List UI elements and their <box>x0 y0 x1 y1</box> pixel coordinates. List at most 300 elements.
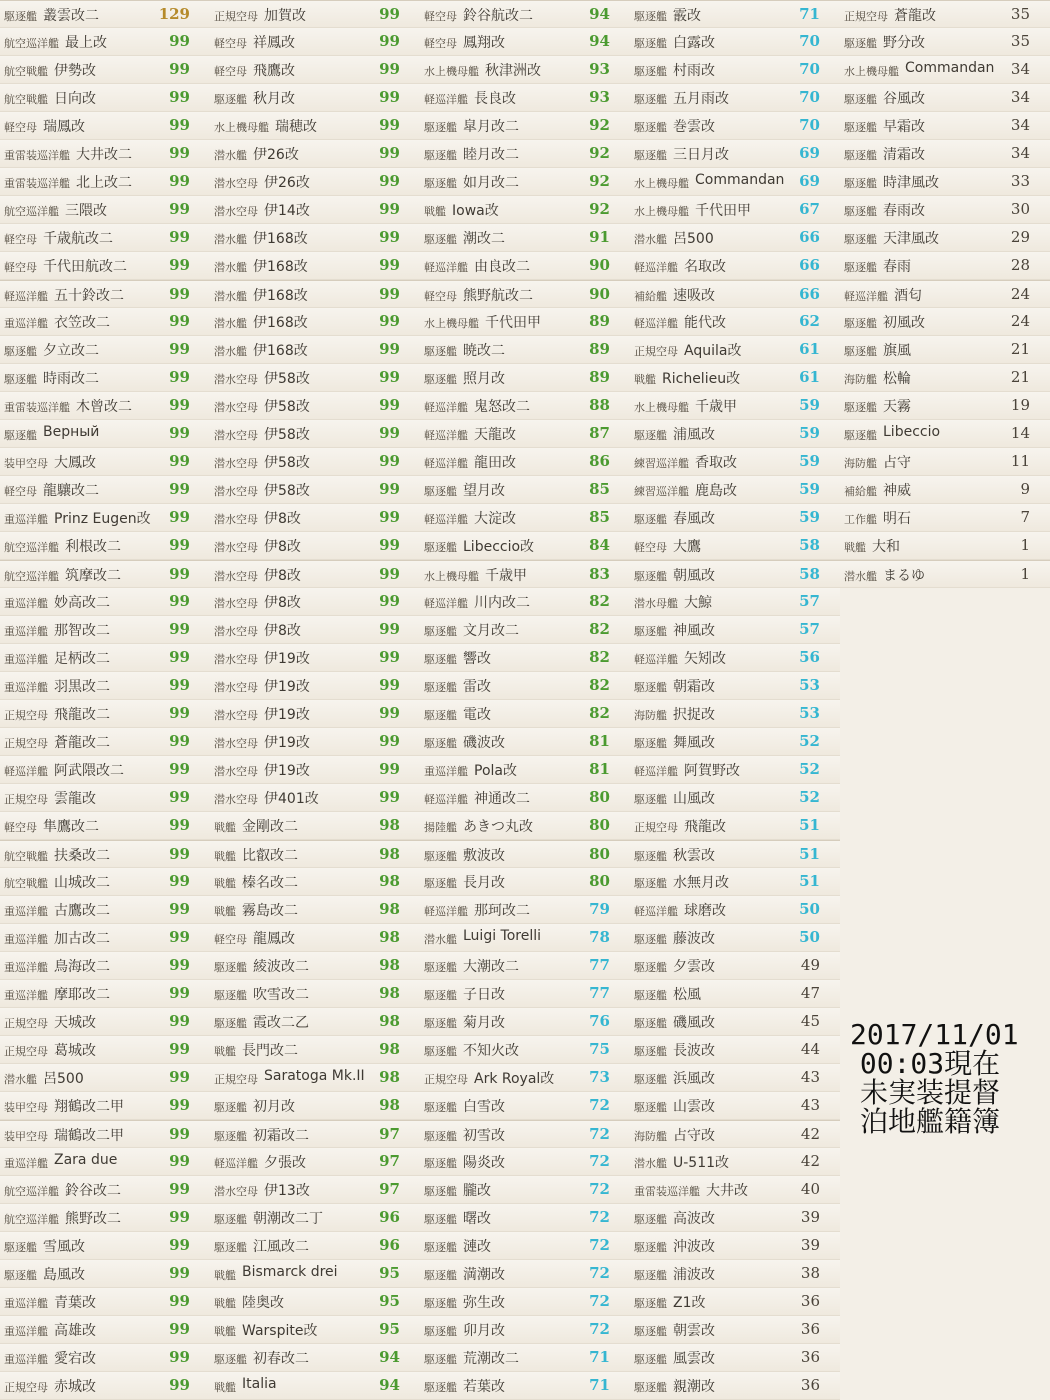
ship-type: 駆逐艦 <box>634 625 667 638</box>
ship-level: 86 <box>589 452 610 470</box>
ship-level: 57 <box>799 620 820 638</box>
ship-name: 羽黒改二 <box>54 679 110 695</box>
ship-row <box>0 224 210 252</box>
ship-name: 雲龍改 <box>54 791 96 807</box>
ship-level: 98 <box>379 928 400 946</box>
ship-type: 潜水艦 <box>214 149 247 162</box>
ship-level: 98 <box>379 1040 400 1058</box>
ship-row <box>0 168 210 196</box>
ship-level: 58 <box>799 536 820 554</box>
ship-name: 瑞穂改 <box>275 119 317 135</box>
ship-name: 長門改二 <box>242 1043 298 1059</box>
ship-name: 伊26改 <box>253 147 299 163</box>
ship-name: 加古改二 <box>54 931 110 947</box>
ship-level: 99 <box>379 396 400 414</box>
ship-name: 蒼龍改二 <box>54 735 110 751</box>
ship-name: 伊13改 <box>264 1183 310 1199</box>
ship-type: 水上機母艦 <box>634 205 689 218</box>
ship-type: 駆逐艦 <box>4 1241 37 1254</box>
ship-row <box>0 1064 210 1092</box>
ship-level: 99 <box>169 1320 190 1338</box>
ship-type: 駆逐艦 <box>424 989 457 1002</box>
ship-row <box>630 1148 840 1176</box>
ship-level: 80 <box>589 845 610 863</box>
ship-row <box>420 1064 630 1092</box>
ship-row <box>630 616 840 644</box>
ship-row <box>420 1316 630 1344</box>
ship-row <box>0 280 210 308</box>
ship-row <box>0 1204 210 1232</box>
ship-level: 1 <box>1020 565 1030 583</box>
ship-row <box>210 1204 420 1232</box>
ship-name: 熊野改二 <box>65 1211 121 1227</box>
ship-type: 軽空母 <box>4 821 37 834</box>
ship-type: 駆逐艦 <box>424 961 457 974</box>
ship-level: 93 <box>589 60 610 78</box>
ship-type: 駆逐艦 <box>634 1017 667 1030</box>
ship-row <box>420 1288 630 1316</box>
ship-name: 神通改二 <box>474 791 530 807</box>
ship-name: 長波改 <box>673 1043 715 1059</box>
ship-type: 軽巡洋艦 <box>424 513 468 526</box>
ship-name: 摩耶改二 <box>54 987 110 1003</box>
ship-type: 駆逐艦 <box>424 1157 457 1170</box>
ship-name: 妙高改二 <box>54 595 110 611</box>
ship-row <box>420 1176 630 1204</box>
ship-row <box>420 112 630 140</box>
ship-row <box>0 784 210 812</box>
ship-row <box>840 448 1050 476</box>
ship-level: 92 <box>589 200 610 218</box>
ship-name: 筑摩改二 <box>65 568 121 584</box>
ship-name: 金剛改二 <box>242 819 298 835</box>
ship-name: 浜風改 <box>673 1071 715 1087</box>
ship-level: 99 <box>169 565 190 583</box>
ship-name: 白露改 <box>673 35 715 51</box>
ship-row <box>630 224 840 252</box>
ship-row <box>420 1204 630 1232</box>
ship-type: 駆逐艦 <box>634 570 667 583</box>
ship-name: 朝潮改二丁 <box>253 1211 323 1227</box>
ship-level: 61 <box>799 368 820 386</box>
ship-row <box>420 224 630 252</box>
ship-row <box>420 784 630 812</box>
ship-name: Luigi Torelli <box>463 928 542 944</box>
ship-type: 駆逐艦 <box>424 1269 457 1282</box>
ship-name: U-511改 <box>673 1155 730 1171</box>
ship-name: Bismarck drei <box>242 1264 338 1280</box>
ship-type: 航空戦艦 <box>4 65 48 78</box>
ship-name: 神威 <box>883 483 911 499</box>
ship-row <box>210 812 420 840</box>
ship-type: 駆逐艦 <box>844 37 877 50</box>
ship-name: 千代田航改二 <box>43 259 127 275</box>
ship-type: 駆逐艦 <box>634 513 667 526</box>
ship-type: 潜水艦 <box>214 345 247 358</box>
ship-level: 98 <box>379 1096 400 1114</box>
ship-level: 82 <box>589 704 610 722</box>
ship-name: 伊58改 <box>264 427 310 443</box>
ship-row <box>420 1120 630 1148</box>
ship-level: 99 <box>169 1292 190 1310</box>
ship-name: 野分改 <box>883 35 925 51</box>
ship-row <box>0 952 210 980</box>
ship-level: 72 <box>589 1180 610 1198</box>
ship-level: 99 <box>379 228 400 246</box>
ship-type: 潜水艦 <box>844 570 877 583</box>
ship-name: 電改 <box>463 707 491 723</box>
ship-name: 霞改二乙 <box>253 1015 309 1031</box>
ship-type: 駆逐艦 <box>634 877 667 890</box>
ship-type: 潜水艦 <box>634 233 667 246</box>
ship-row <box>0 560 210 588</box>
ship-level: 72 <box>589 1264 610 1282</box>
ship-level: 99 <box>169 816 190 834</box>
ship-row <box>210 364 420 392</box>
ship-level: 36 <box>800 1376 820 1394</box>
ship-level: 28 <box>1010 256 1030 274</box>
ship-type: 潜水空母 <box>214 373 258 386</box>
ship-row <box>840 336 1050 364</box>
ship-row <box>210 1288 420 1316</box>
ship-type: 正規空母 <box>634 821 678 834</box>
ship-name: 春風改 <box>673 511 715 527</box>
ship-row <box>630 420 840 448</box>
ship-name: 松輪 <box>883 371 911 387</box>
ship-row <box>630 588 840 616</box>
ship-level: 94 <box>379 1376 400 1394</box>
ship-name: 鳥海改二 <box>54 959 110 975</box>
ship-row <box>0 420 210 448</box>
ship-row <box>630 476 840 504</box>
ship-row <box>210 168 420 196</box>
ship-name: 三隈改 <box>65 203 107 219</box>
ship-row <box>210 1260 420 1288</box>
ship-type: 駆逐艦 <box>844 401 877 414</box>
ship-name: 山城改二 <box>54 875 110 891</box>
ship-level: 1 <box>1020 536 1030 554</box>
ship-level: 99 <box>169 956 190 974</box>
ship-type: 軽空母 <box>214 65 247 78</box>
ship-name: 綾波改二 <box>253 959 309 975</box>
ship-level: 58 <box>799 565 820 583</box>
ship-row <box>840 112 1050 140</box>
ship-row <box>420 952 630 980</box>
ship-name: 伊14改 <box>264 203 310 219</box>
ship-row <box>210 280 420 308</box>
ship-type: 駆逐艦 <box>424 709 457 722</box>
ship-level: 14 <box>1010 424 1030 442</box>
ship-type: 潜水空母 <box>214 457 258 470</box>
ship-level: 83 <box>589 565 610 583</box>
ship-name: 伊58改 <box>264 371 310 387</box>
ship-row <box>0 1316 210 1344</box>
ship-name: 伊168改 <box>253 231 308 247</box>
ship-name: 千代田甲 <box>485 315 541 331</box>
ship-level: 97 <box>379 1125 400 1143</box>
ship-name: 伊168改 <box>253 288 308 304</box>
ship-level: 94 <box>379 1348 400 1366</box>
ship-row <box>0 1288 210 1316</box>
ship-row <box>420 28 630 56</box>
ship-level: 34 <box>1010 88 1030 106</box>
ship-level: 98 <box>379 816 400 834</box>
ship-type: 駆逐艦 <box>634 737 667 750</box>
ship-name: 大井改二 <box>76 147 132 163</box>
ship-row <box>420 700 630 728</box>
ship-row <box>630 1316 840 1344</box>
ship-type: 重巡洋艦 <box>4 1353 48 1366</box>
ship-name: 愛宕改 <box>54 1351 96 1367</box>
ship-row <box>0 840 210 868</box>
ship-type: 駆逐艦 <box>634 93 667 106</box>
ship-level: 51 <box>799 816 820 834</box>
ship-row <box>210 1064 420 1092</box>
ship-row <box>420 364 630 392</box>
ship-type: 軽空母 <box>4 261 37 274</box>
ship-row <box>630 812 840 840</box>
ship-type: 戦艦 <box>844 541 866 554</box>
ship-level: 67 <box>799 200 820 218</box>
ship-type: 水上機母艦 <box>634 401 689 414</box>
ship-type: 駆逐艦 <box>424 737 457 750</box>
ship-name: 陸奥改 <box>242 1295 284 1311</box>
ship-level: 99 <box>379 788 400 806</box>
ship-name: 如月改二 <box>463 175 519 191</box>
ship-level: 70 <box>799 88 820 106</box>
ship-level: 21 <box>1010 368 1030 386</box>
ship-name: 大井改 <box>706 1183 748 1199</box>
ship-row <box>0 728 210 756</box>
ship-type: 潜水空母 <box>214 793 258 806</box>
ship-level: 42 <box>800 1125 820 1143</box>
ship-type: 駆逐艦 <box>844 93 877 106</box>
ship-level: 99 <box>169 285 190 303</box>
ship-level: 99 <box>379 732 400 750</box>
ship-row <box>0 1120 210 1148</box>
ship-level: 98 <box>379 872 400 890</box>
ship-row <box>210 112 420 140</box>
ship-name: 龍鳳改 <box>253 931 295 947</box>
ship-type: 重巡洋艦 <box>4 1325 48 1338</box>
ship-row <box>210 728 420 756</box>
ship-row <box>630 0 840 28</box>
ship-row <box>420 476 630 504</box>
ship-name: 卯月改 <box>463 1323 505 1339</box>
ship-level: 72 <box>589 1236 610 1254</box>
ship-level: 99 <box>379 620 400 638</box>
ship-name: 飛鷹改 <box>253 63 295 79</box>
ship-level: 59 <box>799 424 820 442</box>
ship-type: 潜水空母 <box>214 653 258 666</box>
ship-type: 潜水空母 <box>214 205 258 218</box>
ship-level: 99 <box>379 676 400 694</box>
ship-row <box>840 196 1050 224</box>
ship-name: あきつ丸改 <box>463 819 533 835</box>
ship-row <box>420 448 630 476</box>
ship-level: 70 <box>799 60 820 78</box>
ship-row <box>210 1092 420 1120</box>
ship-name: 阿武隈改二 <box>54 763 124 779</box>
ship-row <box>210 924 420 952</box>
ship-name: 江風改二 <box>253 1239 309 1255</box>
ship-level: 7 <box>1020 508 1030 526</box>
ship-level: 99 <box>169 340 190 358</box>
ship-type: 駆逐艦 <box>634 1241 667 1254</box>
ship-level: 99 <box>169 508 190 526</box>
ship-level: 49 <box>800 956 820 974</box>
ship-name: 隼鷹改二 <box>43 819 99 835</box>
ship-type: 潜水艦 <box>214 317 247 330</box>
ship-row <box>420 756 630 784</box>
ship-name: 村雨改 <box>673 63 715 79</box>
ship-name: 龍田改 <box>474 455 516 471</box>
ship-name: 秋雲改 <box>673 848 715 864</box>
ship-row <box>630 196 840 224</box>
ship-type: 駆逐艦 <box>424 1185 457 1198</box>
ship-row <box>840 252 1050 280</box>
ship-level: 35 <box>1010 32 1030 50</box>
ship-level: 99 <box>169 312 190 330</box>
ship-row <box>210 1316 420 1344</box>
ship-level: 99 <box>169 845 190 863</box>
ship-level: 99 <box>169 1125 190 1143</box>
ship-name: 曙改 <box>463 1211 491 1227</box>
ship-name: 那珂改二 <box>474 903 530 919</box>
ship-level: 99 <box>169 172 190 190</box>
ship-row <box>210 756 420 784</box>
ship-level: 99 <box>379 565 400 583</box>
ship-name: 霧島改二 <box>242 903 298 919</box>
ship-row <box>0 364 210 392</box>
ship-type: 航空巡洋艦 <box>4 205 59 218</box>
ship-name: 伊8改 <box>264 568 301 584</box>
ship-type: 駆逐艦 <box>844 149 877 162</box>
ship-row <box>0 1036 210 1064</box>
ship-row <box>210 840 420 868</box>
ship-row <box>210 1036 420 1064</box>
ship-level: 93 <box>589 88 610 106</box>
ship-level: 98 <box>379 900 400 918</box>
roster-column <box>420 0 630 1400</box>
ship-type: 軽巡洋艦 <box>424 597 468 610</box>
ship-row <box>0 924 210 952</box>
ship-name: 伊168改 <box>253 343 308 359</box>
ship-level: 75 <box>589 1040 610 1058</box>
ship-level: 99 <box>379 200 400 218</box>
ship-type: 軽巡洋艦 <box>424 457 468 470</box>
ship-name: Libeccio改 <box>463 539 535 555</box>
ship-name: Ark Royal改 <box>474 1071 555 1087</box>
ship-row <box>840 504 1050 532</box>
ship-level: 99 <box>379 480 400 498</box>
ship-level: 66 <box>799 285 820 303</box>
ship-name: 鬼怒改二 <box>474 399 530 415</box>
ship-level: 85 <box>589 480 610 498</box>
ship-row <box>0 588 210 616</box>
ship-name: 伊58改 <box>264 455 310 471</box>
ship-name: 初雪改 <box>463 1128 505 1144</box>
ship-name: 秋津洲改 <box>485 63 541 79</box>
ship-type: 重巡洋艦 <box>4 905 48 918</box>
ship-type: 駆逐艦 <box>634 10 667 23</box>
ship-level: 34 <box>1010 60 1030 78</box>
ship-level: 91 <box>589 228 610 246</box>
ship-name: 時津風改 <box>883 175 939 191</box>
ship-name: 雪風改 <box>43 1239 85 1255</box>
ship-type: 航空巡洋艦 <box>4 1185 59 1198</box>
ship-type: 駆逐艦 <box>214 1241 247 1254</box>
ship-name: 赤城改 <box>54 1379 96 1395</box>
ship-name: 朝雲改 <box>673 1323 715 1339</box>
ship-name: 那智改二 <box>54 623 110 639</box>
ship-type: 航空戦艦 <box>4 93 48 106</box>
ship-name: 弥生改 <box>463 1295 505 1311</box>
ship-row <box>0 0 210 28</box>
ship-level: 96 <box>379 1208 400 1226</box>
ship-type: 駆逐艦 <box>634 37 667 50</box>
ship-level: 99 <box>379 172 400 190</box>
ship-type: 戦艦 <box>214 905 236 918</box>
ship-row <box>630 140 840 168</box>
ship-level: 99 <box>169 1376 190 1394</box>
ship-level: 51 <box>799 872 820 890</box>
ship-type: 駆逐艦 <box>634 681 667 694</box>
ship-name: 鳳翔改 <box>463 35 505 51</box>
ship-type: 駆逐艦 <box>424 1353 457 1366</box>
ship-name: 清霜改 <box>883 147 925 163</box>
ship-row <box>210 476 420 504</box>
ship-level: 89 <box>589 340 610 358</box>
ship-name: 水無月改 <box>673 875 729 891</box>
ship-row <box>210 532 420 560</box>
ship-type: 軽空母 <box>4 233 37 246</box>
ship-row <box>630 1232 840 1260</box>
ship-row <box>210 1232 420 1260</box>
ship-row <box>0 644 210 672</box>
ship-row <box>420 1092 630 1120</box>
ship-row <box>210 224 420 252</box>
ship-row <box>840 28 1050 56</box>
ship-type: 駆逐艦 <box>634 121 667 134</box>
ship-type: 潜水空母 <box>214 597 258 610</box>
ship-level: 98 <box>379 845 400 863</box>
ship-type: 潜水艦 <box>634 1157 667 1170</box>
ship-level: 84 <box>589 536 610 554</box>
ship-type: 軽巡洋艦 <box>424 401 468 414</box>
ship-level: 34 <box>1010 144 1030 162</box>
ship-level: 99 <box>169 620 190 638</box>
ship-name: 朝風改 <box>673 568 715 584</box>
ship-row <box>420 336 630 364</box>
ship-level: 69 <box>799 144 820 162</box>
ship-name: 古鷹改二 <box>54 903 110 919</box>
ship-level: 78 <box>589 928 610 946</box>
ship-name: 沖波改 <box>673 1239 715 1255</box>
ship-level: 77 <box>589 956 610 974</box>
ship-row <box>210 672 420 700</box>
ship-type: 水上機母艦 <box>844 65 899 78</box>
ship-level: 82 <box>589 648 610 666</box>
ship-name: 伊8改 <box>264 511 301 527</box>
ship-name: 衣笠改二 <box>54 315 110 331</box>
ship-name: 千代田甲 <box>695 203 751 219</box>
ship-level: 98 <box>379 1012 400 1030</box>
ship-level: 99 <box>169 900 190 918</box>
ship-name: 朝霜改 <box>673 679 715 695</box>
ship-name: 浦波改 <box>673 1267 715 1283</box>
ship-type: 戦艦 <box>214 821 236 834</box>
